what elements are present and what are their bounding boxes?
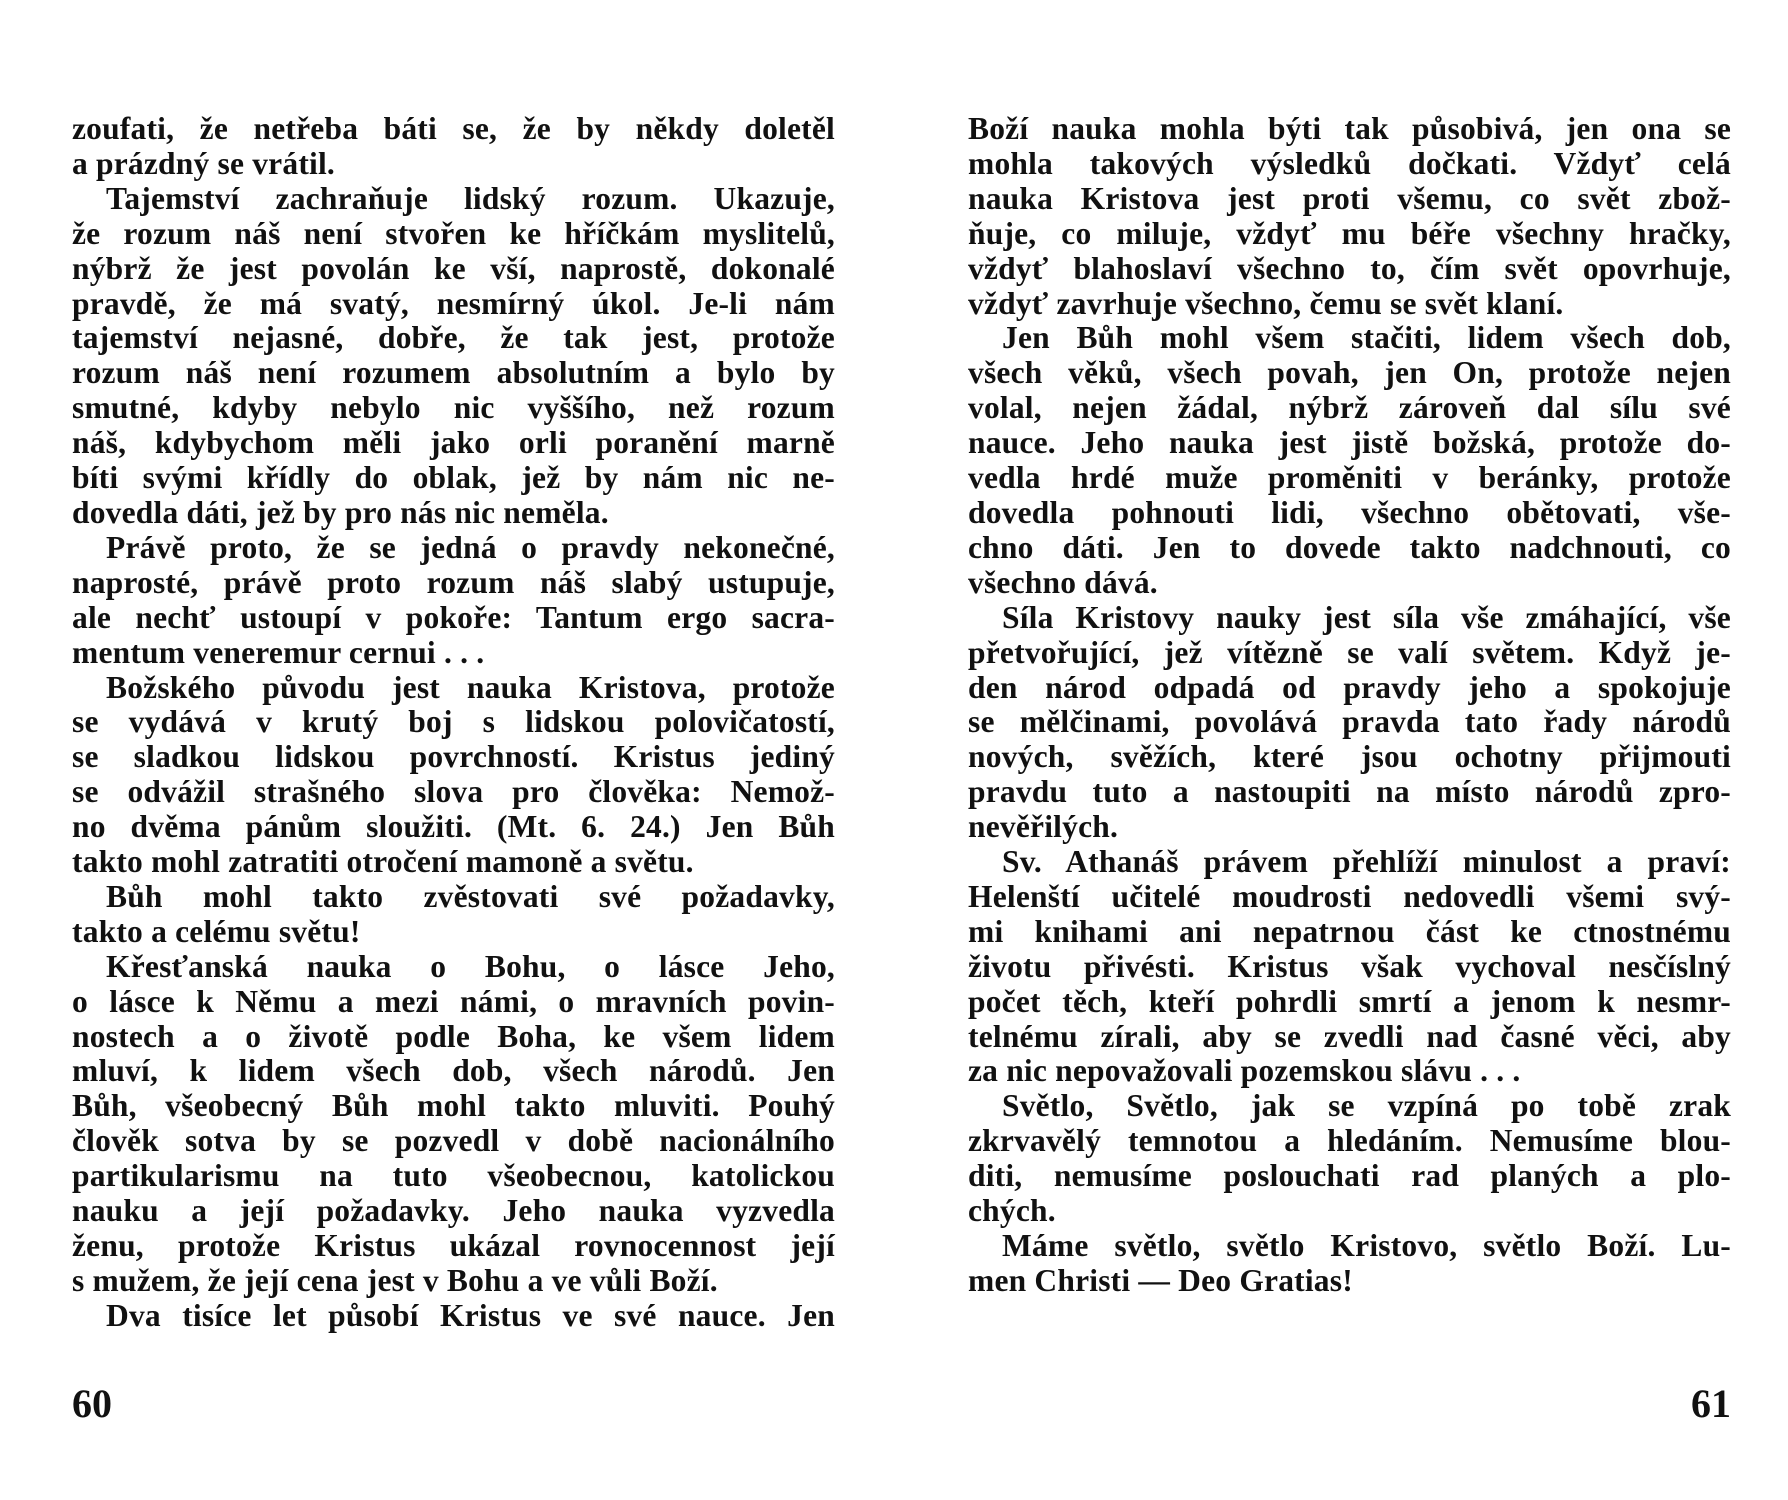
text-line: zkrvavělý temnotou a hledáním. Nemusíme blou- — [968, 1123, 1731, 1159]
text-line: diti, nemusíme poslouchati rad planých a plo- — [968, 1158, 1731, 1194]
text-line: chno dáti. Jen to dovede takto nadchnouti, co — [968, 529, 1731, 565]
text-line: Tajemství zachraňuje lidský rozum. Ukazuje, — [106, 180, 835, 216]
text-line: partikularismu na tuto všeobecnou, katolickou — [72, 1158, 835, 1194]
text-line: všech věků, všech povah, jen On, protože nejen — [968, 355, 1731, 391]
text-line: Bůh mohl takto zvěstovati své požadavky, — [106, 878, 835, 914]
text-line: s mužem, že její cena jest v Bohu a ve vůli Boží. — [72, 1262, 718, 1298]
text-line: pravdě, že má svatý, nesmírný úkol. Je-li nám — [72, 285, 835, 321]
text-line: počet těch, kteří pohrdli smrtí a jenom k nesmr- — [968, 983, 1731, 1019]
text-line: životu přivésti. Kristus však vychoval nesčíslný — [968, 948, 1731, 984]
text-line: mluví, k lidem všech dob, všech národů. Jen — [72, 1053, 835, 1089]
text-line: Sv. Athanáš právem přehlíží minulost a praví: — [1002, 844, 1731, 880]
text-line: pravdu tuto a nastoupiti na místo národů zpro- — [968, 774, 1731, 810]
text-line: naprosté, právě proto rozum náš slabý ustupuje, — [72, 564, 835, 600]
text-line: náš, kdybychom měli jako orli poranění marně — [72, 425, 835, 461]
text-line: všechno dává. — [968, 564, 1158, 600]
text-line: nauku a její požadavky. Jeho nauka vyzvedla — [72, 1193, 835, 1229]
text-line: rozum náš není rozumem absolutním a bylo by — [72, 355, 835, 391]
right-page-text — [968, 112, 1731, 1299]
text-line: ale nechť ustoupí v pokoře: Tantum ergo sacra- — [72, 599, 835, 635]
text-line: bíti svými křídly do oblak, jež by nám nic ne- — [72, 460, 835, 496]
text-line: se sladkou lidskou povrchností. Kristus jediný — [72, 739, 835, 775]
text-line: men Christi — Deo Gratias! — [968, 1262, 1353, 1298]
text-line: vždyť zavrhuje všechno, čemu se svět klaní. — [968, 285, 1564, 321]
text-line: nýbrž že jest povolán ke vší, naprostě, dokonalé — [72, 250, 835, 286]
text-line: ňuje, co miluje, vždyť mu béře všechny hračky, — [968, 215, 1731, 251]
text-line: telnému zírali, aby se zvedli nad časné věci, aby — [968, 1018, 1731, 1054]
text-line: mi knihami ani nepatrnou část ke ctnostnému — [968, 913, 1731, 949]
text-line: dovedla pohnouti lidi, všechno obětovati, vše- — [968, 494, 1731, 530]
text-line: člověk sotva by se pozvedl v době nacionálního — [72, 1123, 835, 1159]
text-line: smutné, kdyby nebylo nic vyššího, než rozum — [72, 390, 835, 426]
text-line: Boží nauka mohla býti tak působivá, jen ona se — [968, 111, 1731, 146]
text-line: přetvořující, jež vítězně se valí světem. Když je- — [968, 634, 1731, 670]
text-line: vždyť blahoslaví všechno to, čím svět opovrhuje, — [968, 250, 1731, 286]
text-line: tajemství nejasné, dobře, že tak jest, protože — [72, 320, 835, 356]
text-line: mentum veneremur cernui . . . — [72, 634, 485, 670]
text-line: volal, nejen žádal, nýbrž zároveň dal sílu své — [968, 390, 1731, 426]
text-line: a prázdný se vrátil. — [72, 145, 335, 181]
text-line: Helenští učitelé moudrosti nedovedli všemi svý- — [968, 878, 1731, 914]
text-line: za nic nepovažovali pozemskou slávu . . . — [968, 1053, 1521, 1089]
text-line: o lásce k Němu a mezi námi, o mravních povin- — [72, 983, 835, 1019]
left-page-number: 60 — [72, 1381, 112, 1426]
text-line: ženu, protože Kristus ukázal rovnocennost její — [72, 1228, 835, 1263]
text-line: dovedla dáti, jež by pro nás nic neměla. — [72, 494, 609, 530]
text-line: Dva tisíce let působí Kristus ve své nauce. Jen — [106, 1297, 835, 1333]
text-line: Máme světlo, světlo Kristovo, světlo Boží. Lu- — [1002, 1228, 1731, 1263]
text-line: se vydává v krutý boj s lidskou polovičatostí, — [72, 704, 835, 740]
text-line: se odvážil strašného slova pro člověka: Nemož- — [72, 774, 835, 810]
text-line: nových, svěžích, které jsou ochotny přijmouti — [968, 739, 1731, 775]
text-line: Světlo, Světlo, jak se vzpíná po tobě zrak — [1002, 1088, 1731, 1124]
text-line: takto a celému světu! — [72, 913, 361, 949]
text-line: Právě proto, že se jedná o pravdy nekonečné, — [106, 529, 835, 565]
text-line: se mělčinami, povolává pravda tato řady národů — [968, 704, 1731, 740]
text-line: Bůh, všeobecný Bůh mohl takto mluviti. Pouhý — [72, 1088, 835, 1124]
text-line: Křesťanská nauka o Bohu, o lásce Jeho, — [106, 948, 835, 984]
text-line: mohla takových výsledků dočkati. Vždyť celá — [968, 145, 1731, 181]
text-line: vedla hrdé muže proměniti v beránky, protože — [968, 460, 1731, 496]
text-line: den národ odpadá od pravdy jeho a spokojuje — [968, 669, 1731, 705]
right-page-number: 61 — [1691, 1381, 1731, 1426]
left-page-text — [72, 112, 835, 1334]
text-line: zoufati, že netřeba báti se, že by někdy doletěl — [72, 111, 835, 146]
right-page — [968, 111, 1731, 1426]
text-line: že rozum náš není stvořen ke hříčkám myslitelů, — [72, 215, 835, 251]
text-line: no dvěma pánům sloužiti. (Mt. 6. 24.) Jen Bůh — [72, 809, 835, 845]
text-line: Božského původu jest nauka Kristova, protože — [106, 669, 835, 705]
text-line: nostech a o životě podle Boha, ke všem lidem — [72, 1018, 835, 1054]
text-line: nevěřilých. — [968, 809, 1119, 845]
left-page — [72, 111, 835, 1426]
text-line: nauce. Jeho nauka jest jistě božská, protože do- — [968, 425, 1731, 461]
text-line: takto mohl zatratiti otročení mamoně a světu. — [72, 844, 694, 880]
text-line: Jen Bůh mohl všem stačiti, lidem všech dob, — [1002, 320, 1731, 356]
text-line: Síla Kristovy nauky jest síla vše zmáhající, vše — [1002, 599, 1731, 635]
text-line: chých. — [968, 1193, 1056, 1229]
text-line: nauka Kristova jest proti všemu, co svět zbož- — [968, 180, 1731, 216]
